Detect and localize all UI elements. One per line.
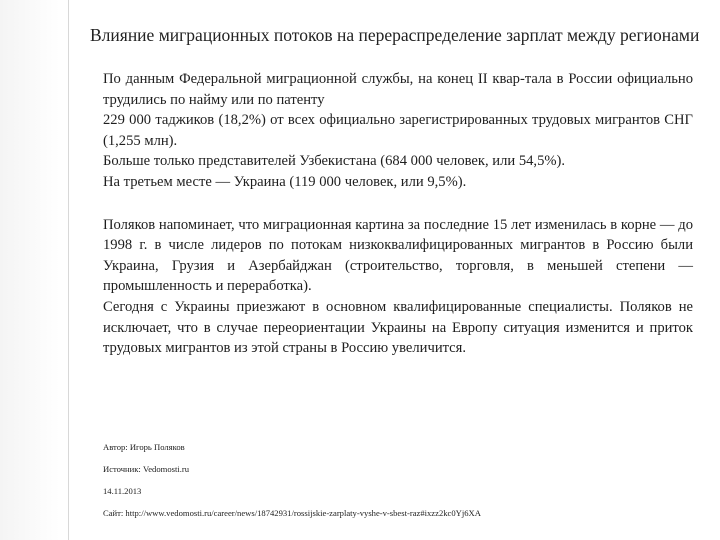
slide-title: Влияние миграционных потоков на перераспределение зарплат между регионами xyxy=(90,25,700,45)
slide-side-decoration xyxy=(0,0,60,540)
body-paragraph: На третьем месте — Украина (119 000 человек, или 9,5%). xyxy=(103,173,467,190)
author-line: Автор: Игорь Поляков xyxy=(103,442,185,452)
body-paragraph: Поляков напоминает, что миграционная картина за последние 15 лет изменилась в корне — до 1998 г. в числе лидеров по потокам низкоквалифицированных мигрантов в Россию были Украина, Грузия и Азербайджан (строительство, торговля, в меньшей степени — промышленность и переработка). xyxy=(103,216,693,295)
source-line: Источник: Vedomosti.ru xyxy=(103,464,190,474)
slide-body xyxy=(103,69,693,359)
body-paragraph: 229 000 таджиков (18,2%) от всех официально зарегистрированных трудовых мигрантов СНГ (1,255 млн). xyxy=(103,112,693,149)
paragraph-gap xyxy=(103,193,693,215)
body-paragraph: Сегодня с Украины приезжают в основном квалифицированные специалисты. Поляков не исключает, что в случае переориентации Украины на Европу ситуация изменится и приток трудовых мигрантов из этой страны в Россию увеличится. xyxy=(103,298,693,357)
date-line: 14.11.2013 xyxy=(103,486,142,496)
source-info xyxy=(103,436,703,524)
site-link[interactable]: Сайт: http://www.vedomosti.ru/career/news/18742931/rossijskie-zarplaty-vyshe-v-sbest-raz#ixzz2kc0Yj6XA xyxy=(103,508,481,518)
body-paragraph: Больше только представителей Узбекистана (684 000 человек, или 54,5%). xyxy=(103,153,566,170)
body-paragraph: По данным Федеральной миграционной службы, на конец II квар-тала в России официально трудились по найму или по патенту xyxy=(103,71,693,108)
